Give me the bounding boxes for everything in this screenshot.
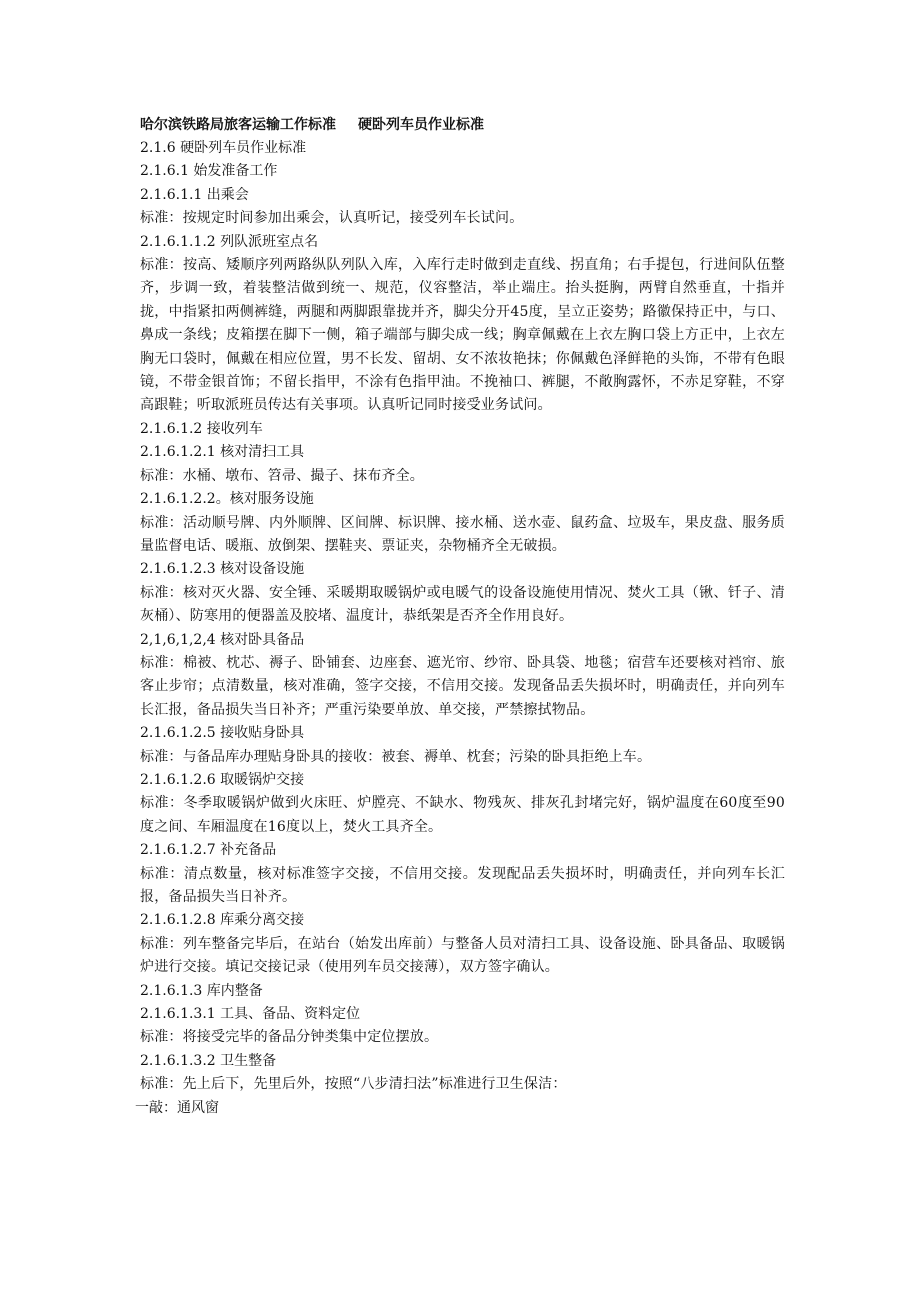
section-heading: 2.1.6.1.3 库内整备 (140, 982, 263, 999)
section-heading: 2.1.6.1.2.6 取暖锅炉交接 (140, 771, 305, 788)
standard-paragraph: 标准：核对灭火器、安全锤、采暖期取暖锅炉或电暖气的设备设施使用情况、焚火工具（锹、钎子、清灰桶）、防寒用的便器盖及胶堵、温度计，恭纸架是否齐全作用良好。 (140, 584, 785, 625)
section-heading: 2,1,6,1,2,4 核对卧具备品 (140, 631, 305, 648)
standard-paragraph: 标准：与备品库办理贴身卧具的接收：被套、褥单、枕套；污染的卧具拒绝上车。 (140, 748, 652, 765)
list-item: 一敲：通风窗 (135, 1099, 219, 1116)
section-heading: 2.1.6.1.3.2 卫生整备 (140, 1052, 277, 1069)
document-page (135, 114, 785, 1120)
title-right: 硬卧列车员作业标准 (358, 117, 484, 133)
title-left: 哈尔滨铁路局旅客运输工作标准 (140, 117, 336, 133)
standard-paragraph: 标准：棉被、枕芯、褥子、卧铺套、边座套、遮光帘、纱帘、卧具袋、地毯；宿营车还要核对裆帘、旅客止步帘；点清数量，核对准确，签字交接，不信用交接。发现备品丢失损坏时，明确责任，并向列车长汇报，备品损失当日补齐；严重污染要单放、单交接，严禁擦拭物品。 (140, 654, 785, 718)
section-heading: 2.1.6.1.2.1 核对清扫工具 (140, 444, 305, 461)
section-heading: 2.1.6.1.1 出乘会 (140, 186, 249, 203)
standard-paragraph: 标准：清点数量，核对标准签字交接，不信用交接。发现配品丢失损坏时，明确责任，并向列车长汇报，备品损失当日补齐。 (140, 865, 785, 905)
section-heading: 2.1.6.1.2 接收列车 (140, 420, 263, 437)
section-heading: 2.1.6.1.2.2。核对服务设施 (140, 491, 314, 508)
standard-paragraph: 标准：列车整备完毕后，在站台（始发出库前）与整备人员对清扫工具、设备设施、卧具备品、取暖锅炉进行交接。填记交接记录（使用列车员交接薄），双方签字确认。 (140, 935, 785, 976)
section-heading: 2.1.6.1.2.5 接收贴身卧具 (140, 725, 305, 742)
section-heading: 2.1.6.1 始发准备工作 (140, 163, 278, 180)
standard-paragraph: 标准：冬季取暖锅炉做到火床旺、炉膛亮、不缺水、物残灰、排灰孔封堵完好，锅炉温度在60度至90度之间、车厢温度在16度以上，焚火工具齐全。 (140, 795, 785, 835)
standard-paragraph: 标准：水桶、墩布、笤帚、撮子、抹布齐全。 (140, 467, 424, 484)
section-heading: 2.1.6.1.2.8 库乘分离交接 (140, 912, 305, 929)
section-heading: 2.1.6.1.1.2 列队派班室点名 (140, 233, 319, 250)
section-heading: 2.1.6.1.2.3 核对设备设施 (140, 561, 305, 578)
section-heading: 2.1.6.1.3.1 工具、备品、资料定位 (140, 1006, 361, 1023)
standard-paragraph: 标准：先上后下，先里后外，按照“八步清扫法”标准进行卫生保洁： (140, 1076, 567, 1093)
standard-paragraph: 标准：按规定时间参加出乘会，认真听记，接受列车长试问。 (140, 210, 524, 227)
document-title (140, 114, 785, 137)
section-heading: 2.1.6.1.2.7 补充备品 (140, 842, 277, 859)
standard-paragraph: 标准：按高、矮顺序列两路纵队列队入库，入库行走时做到走直线、拐直角；右手提包，行进间队伍整齐，步调一致，着装整洁做到统一、规范，仪容整洁，举止端庄。抬头挺胸，两臂自然垂直，十指并拢，中指紧扣两侧裤缝，两腿和两脚跟靠拢并齐，脚尖分开45度，呈立正姿势；路徽保持正中，与口、鼻成一条线；皮箱摆在脚下一侧，箱子端部与脚尖成一线；胸章佩戴在上衣左胸口袋上方正中，上衣左胸无口袋时，佩戴在相应位置，男不长发、留胡、女不浓妆艳抹；你佩戴色泽鲜艳的头饰，不带有色眼镜，不带金银首饰；不留长指甲，不涂有色指甲油。不挽袖口、裤腿，不敞胸露怀，不赤足穿鞋，不穿高跟鞋；听取派班员传达有关事项。认真听记同时接受业务试问。 (140, 257, 785, 414)
standard-paragraph: 标准：活动顺号牌、内外顺牌、区间牌、标识牌、接水桶、送水壶、鼠药盒、垃圾车，果皮盘、服务质量监督电话、暖瓶、放倒架、摆鞋夹、票证夹，杂物桶齐全无破损。 (140, 514, 785, 554)
section-heading: 2.1.6 硬卧列车员作业标准 (140, 140, 307, 156)
standard-paragraph: 标准：将接受完毕的备品分钟类集中定位摆放。 (140, 1029, 439, 1046)
